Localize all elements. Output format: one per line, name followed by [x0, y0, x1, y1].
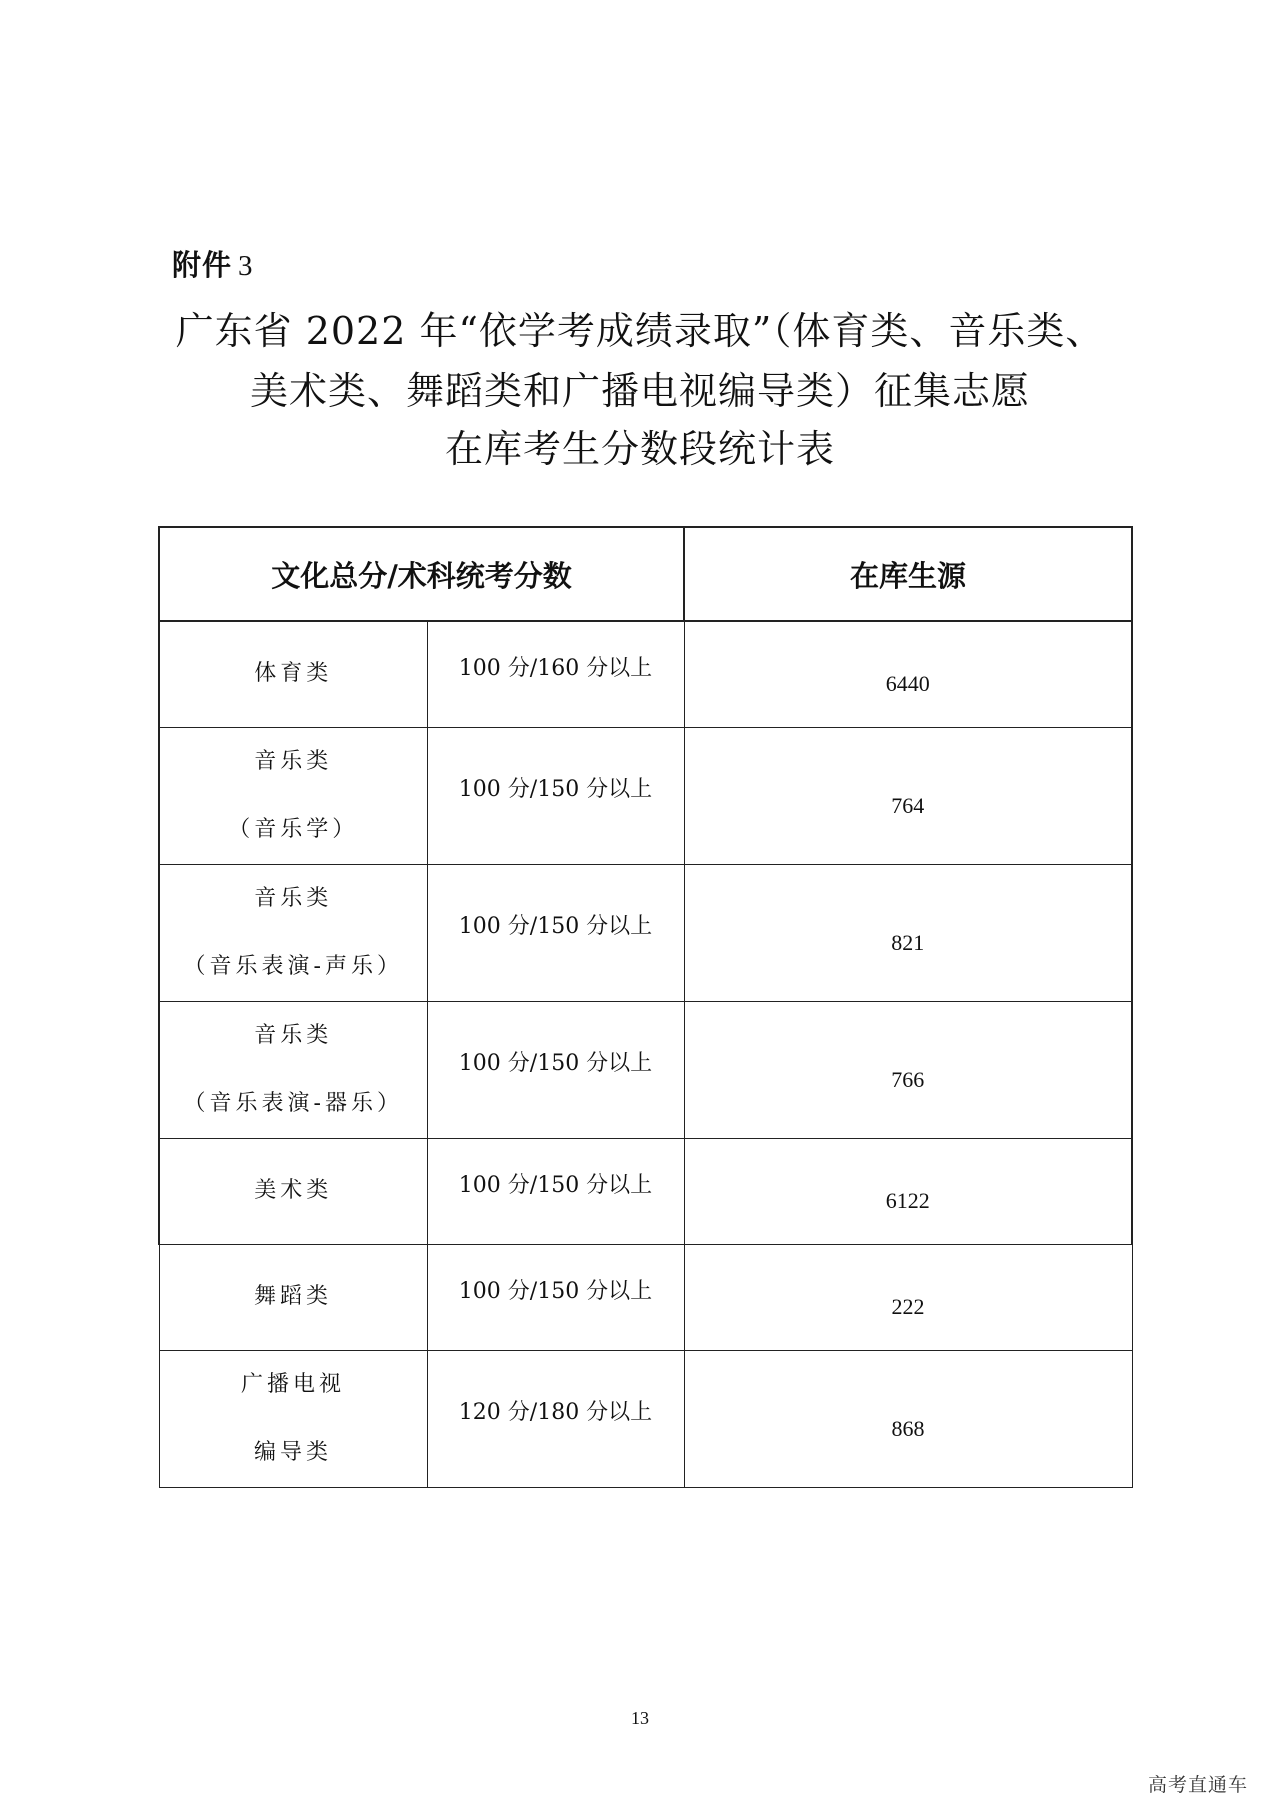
score-statistics-table [158, 526, 1133, 1488]
attachment-word: 附件 [172, 248, 233, 282]
table-body [159, 621, 1132, 1487]
pool-count: 6440 [885, 671, 930, 697]
score-threshold-cell [427, 727, 684, 864]
score-threshold-cell [427, 1350, 684, 1487]
category-line: 广播电视 [240, 1371, 345, 1397]
pool-count-cell [684, 1244, 1132, 1350]
score-threshold-cell [427, 1138, 684, 1244]
table-row [159, 1350, 1132, 1487]
score-threshold: 120 分/180 分以上 [458, 1400, 653, 1425]
pool-count-cell [684, 727, 1132, 864]
pool-count-cell [684, 1138, 1132, 1244]
table-row [159, 1138, 1132, 1244]
table-row [159, 1244, 1132, 1350]
attachment-number: 3 [238, 250, 254, 282]
page-number: 13 [631, 1708, 649, 1728]
table-row [159, 864, 1132, 1001]
category-line: 音乐类 [254, 885, 333, 911]
pool-count: 821 [891, 929, 925, 955]
category-cell [159, 1244, 427, 1350]
category-line: 美术类 [254, 1178, 333, 1203]
category-line: 音乐类 [254, 1022, 333, 1048]
category-line: （音乐学） [228, 816, 359, 842]
pool-count: 766 [891, 1066, 925, 1092]
score-threshold-cell [427, 1244, 684, 1350]
score-threshold: 100 分/150 分以上 [458, 914, 653, 939]
score-threshold: 100 分/150 分以上 [458, 777, 653, 802]
watermark: 高考直通车 [1147, 1774, 1248, 1796]
table-row [159, 727, 1132, 864]
header-pool: 在库生源 [684, 527, 1132, 621]
table-header-row [159, 527, 1132, 621]
category-line: （音乐表演-声乐） [183, 953, 403, 979]
pool-count: 868 [891, 1415, 925, 1441]
document-title-line-1: 广东省 2022 年“依学考成绩录取”（体育类、音乐类、 [175, 309, 1105, 353]
score-threshold-cell [427, 621, 684, 727]
score-threshold: 100 分/150 分以上 [458, 1172, 653, 1198]
score-threshold: 100 分/150 分以上 [458, 1051, 653, 1076]
category-line: 体育类 [254, 661, 333, 687]
category-cell [159, 621, 427, 727]
category-cell [159, 1350, 427, 1487]
score-threshold-cell [427, 1001, 684, 1138]
category-cell [159, 1138, 427, 1244]
category-cell [159, 1001, 427, 1138]
category-line: （音乐表演-器乐） [183, 1090, 403, 1116]
pool-count-cell [684, 1001, 1132, 1138]
header-score: 文化总分/术科统考分数 [159, 527, 684, 621]
category-cell [159, 864, 427, 1001]
pool-count: 222 [891, 1294, 925, 1319]
category-line: 音乐类 [254, 748, 333, 774]
document-title-line-3: 在库考生分数段统计表 [444, 427, 835, 471]
pool-count-cell [684, 1350, 1132, 1487]
document-title-line-2: 美术类、舞蹈类和广播电视编导类）征集志愿 [249, 369, 1030, 413]
score-threshold-cell [427, 864, 684, 1001]
pool-count-cell [684, 864, 1132, 1001]
score-threshold: 100 分/150 分以上 [458, 1278, 653, 1304]
category-line: 编导类 [253, 1439, 332, 1465]
attachment-label [172, 243, 254, 284]
category-line: 舞蹈类 [253, 1284, 332, 1309]
pool-count-cell [684, 621, 1132, 727]
pool-count: 6122 [885, 1188, 930, 1213]
pool-count: 764 [891, 792, 925, 818]
table-row [159, 1001, 1132, 1138]
category-cell [159, 727, 427, 864]
score-threshold: 100 分/160 分以上 [458, 655, 653, 681]
table-row [159, 621, 1132, 727]
